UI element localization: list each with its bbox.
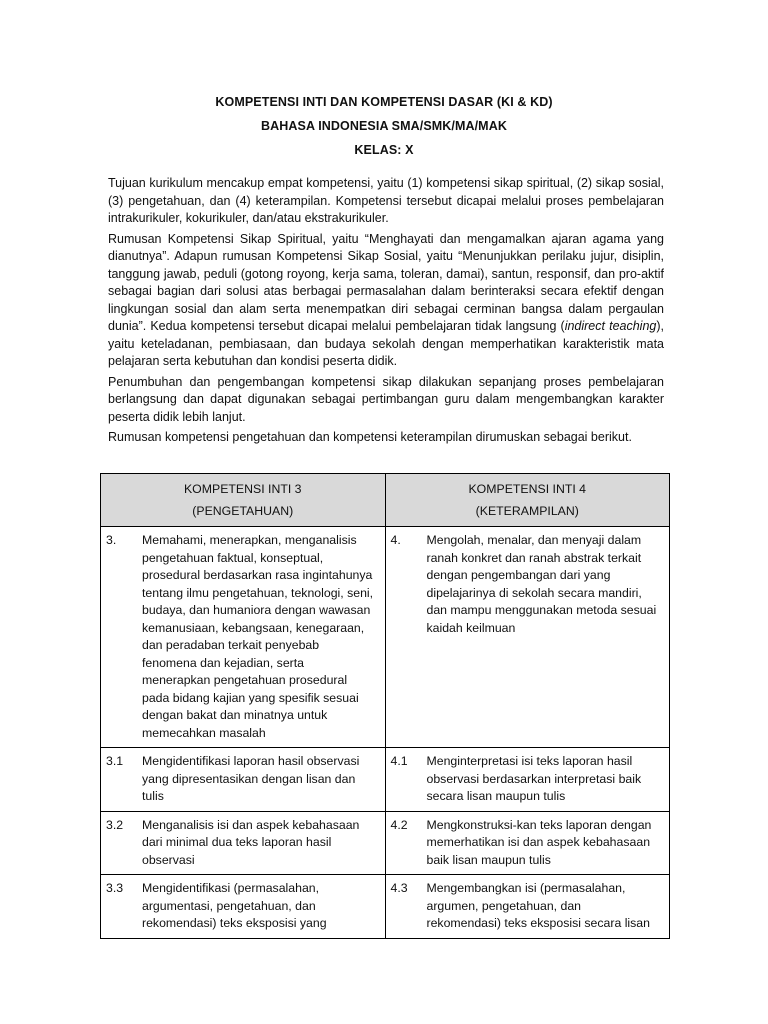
kompetensi-table <box>100 473 670 939</box>
header-ki4 <box>385 474 670 527</box>
paragraph-tujuan: Tujuan kurikulum mencakup empat kompetensi, yaitu (1) kompetensi sikap spiritual, (2) sikap sosial, (3) pengetahuan, dan (4) keterampilan. Kompetensi tersebut dicapai melalui proses pembelajaran intrakurikuler, kokurikuler, dan/atau ekstrakurikuler. <box>108 176 664 225</box>
table-cell-left <box>101 527 386 748</box>
kd-text: Mengkonstruksi-kan teks laporan dengan memerhatikan isi dan aspek kebahasaan baik lisan maupun tulis <box>426 817 652 867</box>
title-line-2: BAHASA INDONESIA SMA/SMK/MA/MAK <box>261 119 507 133</box>
header-ki4-title: KOMPETENSI INTI 4 <box>468 482 587 496</box>
header-ki3-subtitle: (PENGETAHUAN) <box>192 504 294 518</box>
kd-number: 4. <box>390 533 401 547</box>
kd-text: Menginterpretasi isi teks laporan hasil observasi berdasarkan interpretasi baik secara lisan maupun tulis <box>426 754 642 803</box>
header-ki4-subtitle: (KETERAMPILAN) <box>475 504 579 518</box>
kd-number: 3.3 <box>106 881 124 895</box>
kd-number: 4.3 <box>390 881 408 895</box>
paragraph-rumusan-sikap-part-2: ), yaitu keteladanan, pembiasaan, dan budaya sekolah dengan memperhatikan karakteristik mata pelajaran serta kebutuhan dan kondisi peserta didik. <box>108 319 664 368</box>
title-line-1: KOMPETENSI INTI DAN KOMPETENSI DASAR (KI & KD) <box>215 95 553 109</box>
table-row <box>101 527 670 748</box>
title-line-3: KELAS: X <box>354 143 414 157</box>
paragraph-penumbuhan: Penumbuhan dan pengembangan kompetensi sikap dilakukan sepanjang proses pembelajaran berlangsung dan dapat digunakan sebagai pertimbangan guru dalam mengembangkan karakter peserta didik lebih lanjut. <box>108 374 664 424</box>
kd-number: 3.1 <box>106 754 124 768</box>
table-header-row <box>101 474 670 527</box>
table-cell-left <box>101 748 386 812</box>
paragraph-rumusan-sikap <box>108 231 664 371</box>
header-ki3 <box>101 474 386 527</box>
table-row <box>101 748 670 812</box>
table-cell-right <box>385 875 670 939</box>
table-cell-right <box>385 527 670 748</box>
kd-text: Mengidentifikasi (permasalahan, argumentasi, pengetahuan, dan rekomendasi) teks eksposisi yang <box>142 881 327 930</box>
body-text <box>108 175 664 450</box>
indirect-teaching-term: indirect teaching <box>564 319 657 333</box>
kd-number: 4.2 <box>390 817 408 832</box>
header-ki3-title: KOMPETENSI INTI 3 <box>183 482 302 496</box>
table-row <box>101 811 670 875</box>
kd-number: 4.1 <box>390 754 408 768</box>
kd-text: Mengolah, menalar, dan menyaji dalam ranah konkret dan ranah abstrak terkait dengan pengembangan dari yang dipelajarinya di sekolah secara mandiri, dan mampu menggunakan metoda sesuai kaidah keilmuan <box>426 533 657 635</box>
table-row <box>101 875 670 939</box>
paragraph-rumusan-sikap-part-1: Rumusan Kompetensi Sikap Spiritual, yaitu “Menghayati dan mengamalkan ajaran agama yang dianutnya”. Adapun rumusan Kompetensi Sikap Sosial, yaitu “Menunjukkan perilaku jujur, disiplin, tanggung jawab, peduli (gotong royong, kerja sama, toleran, damai), santun, responsif, dan pro-aktif sebagai bagian dari solusi atas berbagai permasalahan dalam berinteraksi secara efektif dengan lingkungan sosial dan alam serta menempatkan diri sebagai cerminan bangsa dalam pergaulan dunia”. Kedua kompetensi tersebut dicapai melalui pembelajaran tidak langsung ( <box>108 231 664 333</box>
table-cell-right <box>385 811 670 875</box>
kd-number: 3.2 <box>106 817 124 832</box>
kd-text: Menganalisis isi dan aspek kebahasaan dari minimal dua teks laporan hasil observasi <box>142 817 360 867</box>
document-titles <box>0 90 768 162</box>
paragraph-rumusan-kompetensi: Rumusan kompetensi pengetahuan dan kompetensi keterampilan dirumuskan sebagai berikut. <box>108 430 632 444</box>
table-cell-left <box>101 811 386 875</box>
table-cell-right <box>385 748 670 812</box>
kd-text: Memahami, menerapkan, menganalisis pengetahuan faktual, konseptual, prosedural berdasarkan rasa ingintahunya tentang ilmu pengetahuan, teknologi, seni, budaya, dan humaniora dengan wawasan kemanusiaan, kebangsaan, kenegaraan, dan peradaban terkait penyebab fenomena dan kejadian, serta menerapkan pengetahuan prosedural pada bidang kajian yang spesifik sesuai dengan bakat dan minatnya untuk memecahkan masalah <box>142 533 374 740</box>
table-cell-left <box>101 875 386 939</box>
kd-number: 3. <box>106 533 117 547</box>
kd-text: Mengembangkan isi (permasalahan, argumen, pengetahuan, dan rekomendasi) teks eksposisi secara lisan <box>426 881 650 930</box>
kd-text: Mengidentifikasi laporan hasil observasi yang dipresentasikan dengan lisan dan tulis <box>142 754 360 803</box>
